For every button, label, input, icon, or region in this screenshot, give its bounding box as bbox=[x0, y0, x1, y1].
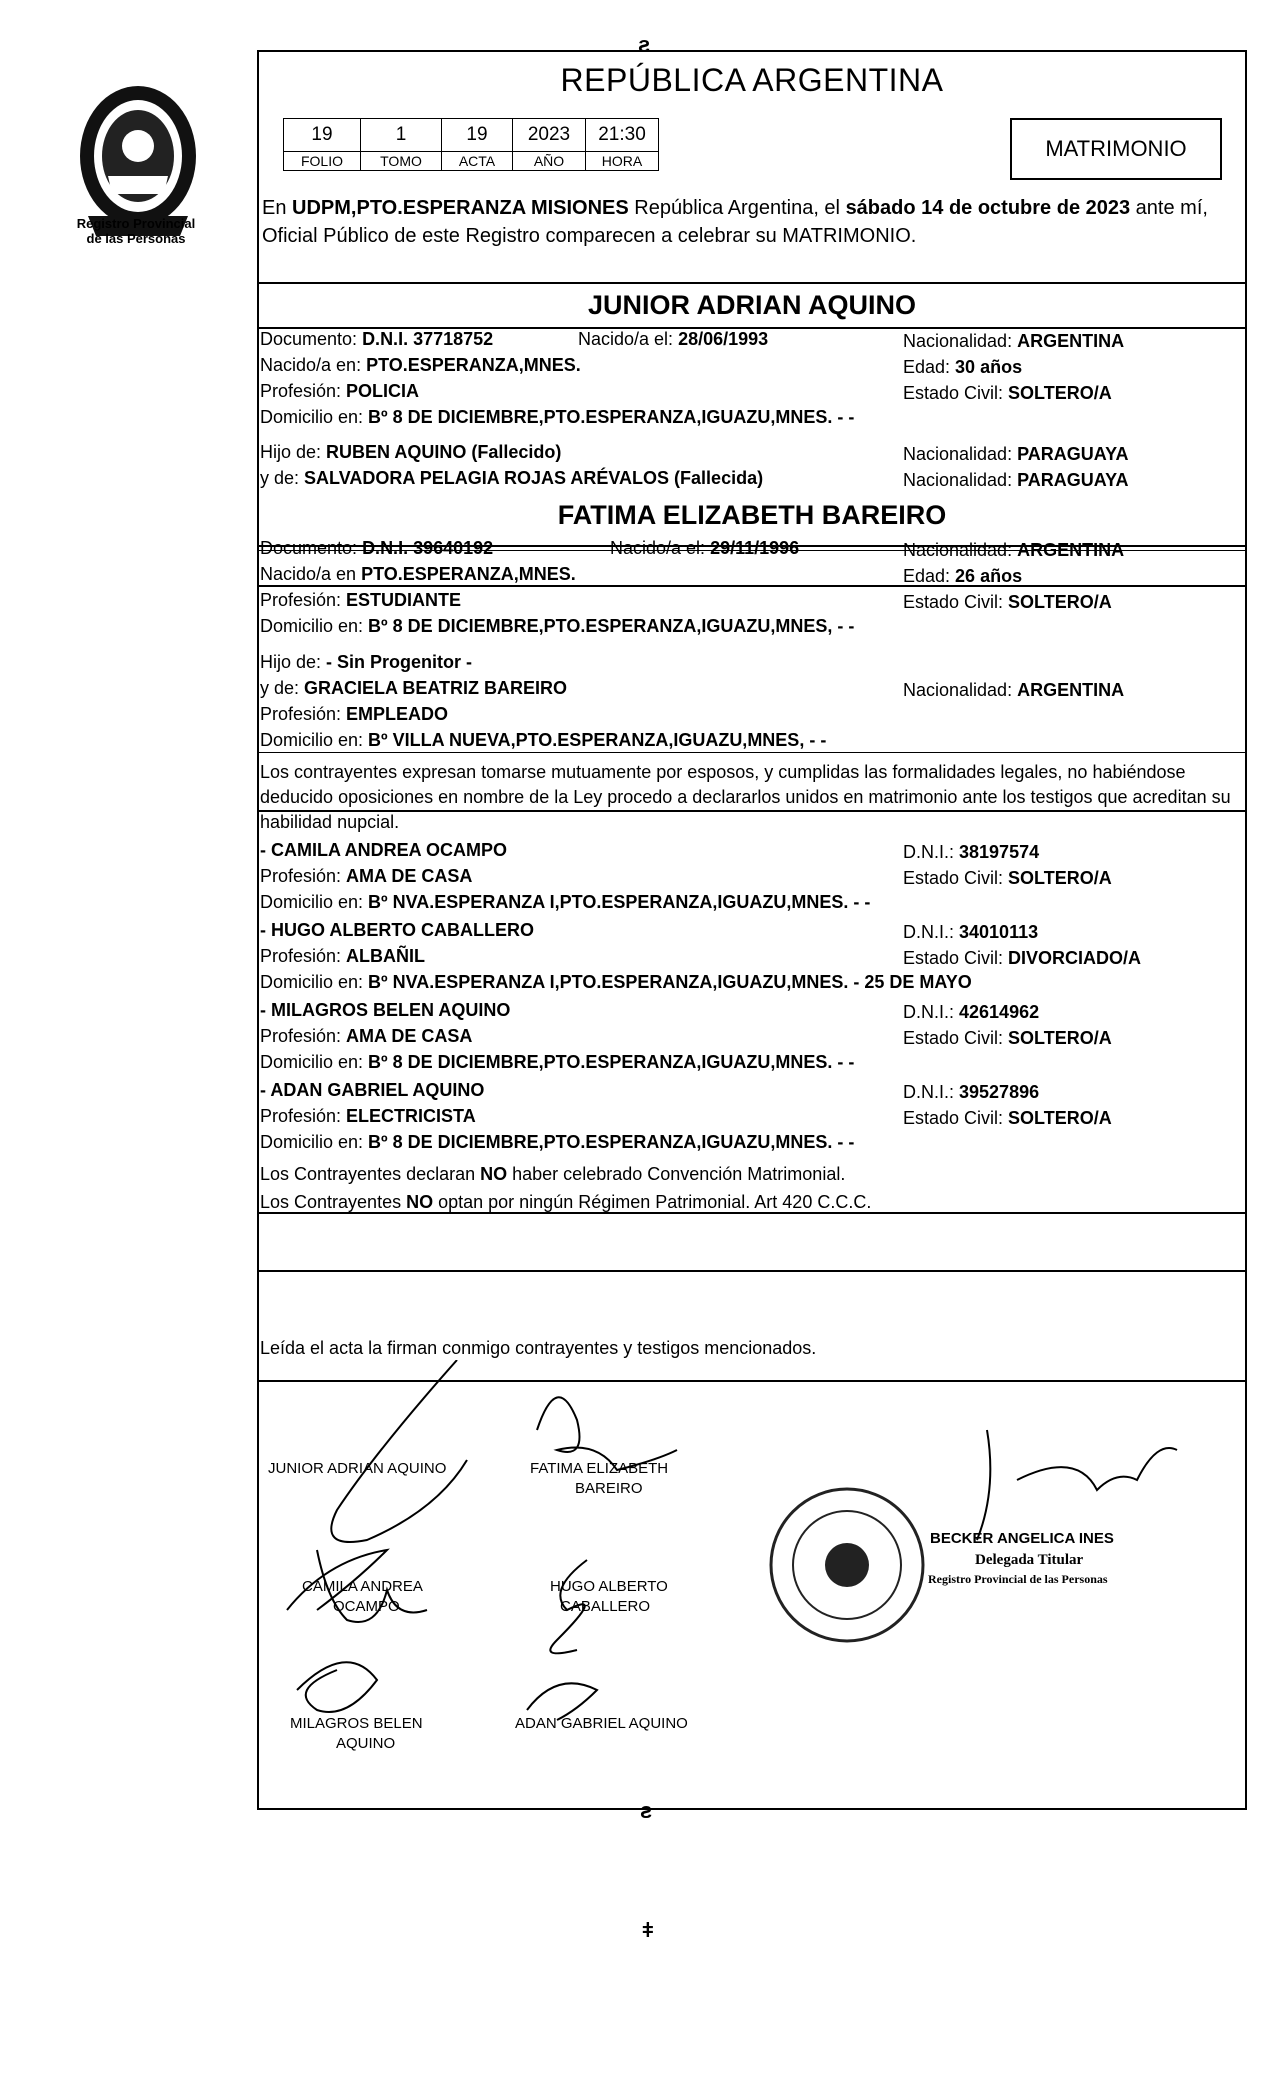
val: Bº NVA.ESPERANZA I,PTO.ESPERANZA,IGUAZU,MNES. - - bbox=[368, 892, 871, 912]
anio-label: AÑO bbox=[513, 152, 586, 171]
val: Bº 8 DE DICIEMBRE,PTO.ESPERANZA,IGUAZU,MNES. - - bbox=[368, 407, 855, 427]
lbl: D.N.I.: bbox=[903, 1082, 960, 1102]
lbl: Domicilio en: bbox=[260, 616, 369, 636]
signature-witness4: ADAN GABRIEL AQUINO bbox=[515, 1715, 688, 1732]
declaration-paragraph: Los contrayentes expresan tomarse mutuamente por esposos, y cumplidas las formalidades legales, no habiéndose deducido oposiciones en nombre de la Ley procedo a declararlos unidos en matrimonio ante los testigos que acreditan su habilidad nupcial. bbox=[260, 762, 1231, 832]
official-role: Delegada Titular bbox=[975, 1552, 1084, 1568]
val: 42614962 bbox=[959, 1002, 1040, 1022]
witness1-profesion bbox=[260, 866, 472, 887]
val: SOLTERO/A bbox=[1008, 592, 1112, 612]
val: - HUGO ALBERTO CABALLERO bbox=[260, 920, 534, 940]
val: SOLTERO/A bbox=[1008, 1028, 1112, 1048]
witness4-dni bbox=[903, 1082, 1039, 1103]
lbl: Profesión: bbox=[260, 1106, 347, 1126]
folio-value: 19 bbox=[284, 119, 361, 152]
spouse2-domicilio bbox=[260, 616, 854, 637]
val: PTO.ESPERANZA,MNES. bbox=[361, 564, 576, 584]
val: Bº NVA.ESPERANZA I,PTO.ESPERANZA,IGUAZU,MNES. - 25 DE MAYO bbox=[368, 972, 972, 992]
t: Los Contrayentes bbox=[260, 1192, 407, 1212]
spouse2-madre-domicilio bbox=[260, 730, 826, 751]
spouse2-profesion bbox=[260, 590, 461, 611]
val: AMA DE CASA bbox=[346, 866, 473, 886]
tomo-value: 1 bbox=[361, 119, 442, 152]
val: ARGENTINA bbox=[1017, 331, 1125, 351]
lbl: Nacido/a el: bbox=[610, 538, 711, 558]
val: 34010113 bbox=[959, 922, 1039, 942]
val: Bº 8 DE DICIEMBRE,PTO.ESPERANZA,IGUAZU,MNES, - - bbox=[368, 616, 855, 636]
spouse1-documento bbox=[260, 329, 493, 350]
val: SOLTERO/A bbox=[1008, 1108, 1112, 1128]
witness1-domicilio bbox=[260, 892, 870, 913]
fold-mark: ƨ bbox=[638, 32, 651, 57]
spouse2-estado-civil bbox=[903, 592, 1112, 613]
val: ESTUDIANTE bbox=[346, 590, 462, 610]
lbl: Nacido/a el: bbox=[578, 329, 679, 349]
lbl: Estado Civil: bbox=[903, 948, 1009, 968]
lbl: Nacionalidad: bbox=[903, 470, 1018, 490]
witness2-domicilio bbox=[260, 972, 972, 993]
convention-line1 bbox=[260, 1164, 845, 1185]
lbl: D.N.I.: bbox=[903, 922, 960, 942]
signature-spouse2-l1: FATIMA ELIZABETH bbox=[530, 1460, 669, 1477]
lbl: Edad: bbox=[903, 566, 956, 586]
val: SOLTERO/A bbox=[1008, 868, 1112, 888]
spouse2-padre bbox=[260, 652, 472, 673]
page-title: REPÚBLICA ARGENTINA bbox=[560, 62, 944, 98]
spouse1-name: JUNIOR ADRIAN AQUINO bbox=[587, 290, 916, 320]
witness4-profesion bbox=[260, 1106, 476, 1127]
spouse1-profesion bbox=[260, 381, 419, 402]
spouse1-padre bbox=[260, 442, 561, 463]
lbl: Domicilio en: bbox=[260, 1132, 369, 1152]
spouse1-nacido-en bbox=[260, 355, 581, 376]
lbl: Edad: bbox=[903, 357, 956, 377]
lbl: y de: bbox=[260, 678, 305, 698]
tomo-label: TOMO bbox=[361, 152, 442, 171]
lbl: Estado Civil: bbox=[903, 868, 1009, 888]
caption-line1: Registro Provincial bbox=[76, 216, 196, 231]
val: D.N.I. 39640192 bbox=[362, 538, 494, 558]
val: - ADAN GABRIEL AQUINO bbox=[260, 1080, 485, 1100]
intro-place: UDPM,PTO.ESPERANZA MISIONES bbox=[292, 197, 629, 219]
lbl: Profesión: bbox=[260, 866, 347, 886]
val: PTO.ESPERANZA,MNES. bbox=[366, 355, 581, 375]
val: DIVORCIADO/A bbox=[1008, 948, 1142, 968]
spouse2-madre-profesion bbox=[260, 704, 448, 725]
lbl: Nacido/a en bbox=[260, 564, 362, 584]
witness2-dni bbox=[903, 922, 1038, 943]
spouse1-domicilio bbox=[260, 407, 854, 428]
intro-paragraph bbox=[262, 194, 1242, 250]
lbl: D.N.I.: bbox=[903, 1002, 960, 1022]
lbl: Profesión: bbox=[260, 946, 347, 966]
val: ARGENTINA bbox=[1017, 680, 1125, 700]
closing-text: Leída el acta la firman conmigo contrayentes y testigos mencionados. bbox=[260, 1338, 817, 1358]
lbl: Domicilio en: bbox=[260, 972, 369, 992]
witness4-name bbox=[260, 1080, 484, 1101]
spouse2-nacido-en bbox=[260, 564, 576, 585]
signature-witness1-l2: OCAMPO bbox=[333, 1598, 400, 1615]
spouse2-documento bbox=[260, 538, 493, 559]
signature-witness1-l1: CAMILA ANDREA bbox=[302, 1578, 423, 1595]
lbl: Nacionalidad: bbox=[903, 444, 1018, 464]
witness3-profesion bbox=[260, 1026, 472, 1047]
official-org: Registro Provincial de las Personas bbox=[928, 1572, 1108, 1586]
lbl: Estado Civil: bbox=[903, 1108, 1009, 1128]
witness2-estado-civil bbox=[903, 948, 1141, 969]
lbl: Domicilio en: bbox=[260, 730, 369, 750]
spouse1-edad bbox=[903, 357, 1022, 378]
val: - CAMILA ANDREA OCAMPO bbox=[260, 840, 507, 860]
anio-value: 2023 bbox=[513, 119, 586, 152]
lbl: Domicilio en: bbox=[260, 407, 369, 427]
lbl: Nacionalidad: bbox=[903, 540, 1018, 560]
val: EMPLEADO bbox=[346, 704, 449, 724]
val: 30 años bbox=[955, 357, 1023, 377]
witness4-domicilio bbox=[260, 1132, 854, 1153]
t: NO bbox=[480, 1164, 508, 1184]
val: 39527896 bbox=[959, 1082, 1040, 1102]
convention-line2 bbox=[260, 1192, 871, 1213]
signature-spouse1: JUNIOR ADRIAN AQUINO bbox=[268, 1460, 447, 1477]
caption-line2: de las Personas bbox=[86, 231, 186, 246]
lbl: Hijo de: bbox=[260, 442, 327, 462]
intro-p3: ante mí, Oficial Público de este Registro comparecen a celebrar su MATRIMONIO. bbox=[262, 197, 1208, 247]
spouse1-estado-civil bbox=[903, 383, 1112, 404]
witness1-name bbox=[260, 840, 507, 861]
witness3-dni bbox=[903, 1002, 1039, 1023]
val: Bº VILLA NUEVA,PTO.ESPERANZA,IGUAZU,MNES, - - bbox=[368, 730, 827, 750]
lbl: y de: bbox=[260, 468, 305, 488]
t: NO bbox=[406, 1192, 434, 1212]
witness3-domicilio bbox=[260, 1052, 854, 1073]
val: PARAGUAYA bbox=[1017, 444, 1129, 464]
val: PARAGUAYA bbox=[1017, 470, 1129, 490]
record-type-box: MATRIMONIO bbox=[1010, 118, 1222, 180]
lbl: Nacido/a en: bbox=[260, 355, 367, 375]
witness1-estado-civil bbox=[903, 868, 1112, 889]
val: POLICIA bbox=[346, 381, 420, 401]
t: Los Contrayentes declaran bbox=[260, 1164, 481, 1184]
spouse1-nacido-el bbox=[578, 329, 768, 350]
lbl: Profesión: bbox=[260, 590, 347, 610]
official-name: BECKER ANGELICA INES bbox=[930, 1530, 1114, 1547]
spouse2-madre bbox=[260, 678, 567, 699]
lbl: Nacionalidad: bbox=[903, 680, 1018, 700]
witness2-profesion bbox=[260, 946, 425, 967]
lbl: Documento: bbox=[260, 329, 363, 349]
acta-label: ACTA bbox=[442, 152, 513, 171]
signature-witness2-l2: CABALLERO bbox=[560, 1598, 651, 1615]
val: Bº 8 DE DICIEMBRE,PTO.ESPERANZA,IGUAZU,MNES. - - bbox=[368, 1052, 855, 1072]
lbl: Estado Civil: bbox=[903, 592, 1009, 612]
witness2-name bbox=[260, 920, 534, 941]
spouse2-madre-nac bbox=[903, 680, 1124, 701]
spouse1-madre-nac bbox=[903, 470, 1128, 491]
val: ELECTRICISTA bbox=[346, 1106, 476, 1126]
val: GRACIELA BEATRIZ BAREIRO bbox=[304, 678, 568, 698]
record-meta-table bbox=[283, 118, 659, 171]
witness3-estado-civil bbox=[903, 1028, 1112, 1049]
val: 26 años bbox=[955, 566, 1023, 586]
intro-date: sábado 14 de octubre de 2023 bbox=[845, 197, 1131, 219]
lbl: Profesión: bbox=[260, 381, 347, 401]
stray-mark: ǂ bbox=[642, 1920, 654, 1942]
val: 29/11/1996 bbox=[710, 538, 800, 558]
lbl: Estado Civil: bbox=[903, 1028, 1009, 1048]
val: D.N.I. 37718752 bbox=[362, 329, 494, 349]
val: RUBEN AQUINO (Fallecido) bbox=[326, 442, 562, 462]
val: ALBAÑIL bbox=[346, 946, 426, 966]
lbl: Nacionalidad: bbox=[903, 331, 1018, 351]
lbl: D.N.I.: bbox=[903, 842, 960, 862]
signature-witness2-l1: HUGO ALBERTO bbox=[550, 1578, 668, 1595]
intro-p1: En bbox=[262, 197, 293, 219]
spouse1-nacionalidad bbox=[903, 331, 1124, 352]
lbl: Estado Civil: bbox=[903, 383, 1009, 403]
spouse2-name: FATIMA ELIZABETH BAREIRO bbox=[557, 500, 947, 530]
val: AMA DE CASA bbox=[346, 1026, 473, 1046]
spouse1-madre bbox=[260, 468, 763, 489]
val: SALVADORA PELAGIA ROJAS ARÉVALOS (Fallecida) bbox=[304, 468, 764, 488]
witness4-estado-civil bbox=[903, 1108, 1112, 1129]
val: 28/06/1993 bbox=[678, 329, 769, 349]
signature-witness3-l2: AQUINO bbox=[336, 1735, 396, 1752]
lbl: Documento: bbox=[260, 538, 363, 558]
witness3-name bbox=[260, 1000, 510, 1021]
acta-value: 19 bbox=[442, 119, 513, 152]
hora-value: 21:30 bbox=[586, 119, 659, 152]
lbl: Profesión: bbox=[260, 1026, 347, 1046]
lbl: Domicilio en: bbox=[260, 892, 369, 912]
val: Bº 8 DE DICIEMBRE,PTO.ESPERANZA,IGUAZU,MNES. - - bbox=[368, 1132, 855, 1152]
val: - MILAGROS BELEN AQUINO bbox=[260, 1000, 511, 1020]
val: 38197574 bbox=[959, 842, 1040, 862]
val: SOLTERO/A bbox=[1008, 383, 1112, 403]
val: - Sin Progenitor - bbox=[326, 652, 473, 672]
hora-label: HORA bbox=[586, 152, 659, 171]
spouse1-padre-nac bbox=[903, 444, 1128, 465]
spouse2-nacido-el bbox=[610, 538, 799, 559]
lbl: Domicilio en: bbox=[260, 1052, 369, 1072]
registry-caption bbox=[56, 216, 216, 246]
signature-witness3-l1: MILAGROS BELEN bbox=[290, 1715, 423, 1732]
spouse2-nacionalidad bbox=[903, 540, 1124, 561]
lbl: Profesión: bbox=[260, 704, 347, 724]
witness1-dni bbox=[903, 842, 1039, 863]
t: optan por ningún Régimen Patrimonial. Art 420 C.C.C. bbox=[433, 1192, 872, 1212]
lbl: Hijo de: bbox=[260, 652, 327, 672]
fold-mark-bottom: ƨ bbox=[640, 1798, 653, 1823]
val: ARGENTINA bbox=[1017, 540, 1125, 560]
spouse2-edad bbox=[903, 566, 1022, 587]
intro-p2: República Argentina, el bbox=[628, 197, 846, 219]
folio-label: FOLIO bbox=[284, 152, 361, 171]
t: haber celebrado Convención Matrimonial. bbox=[507, 1164, 846, 1184]
signature-spouse2-l2: BAREIRO bbox=[575, 1480, 643, 1497]
